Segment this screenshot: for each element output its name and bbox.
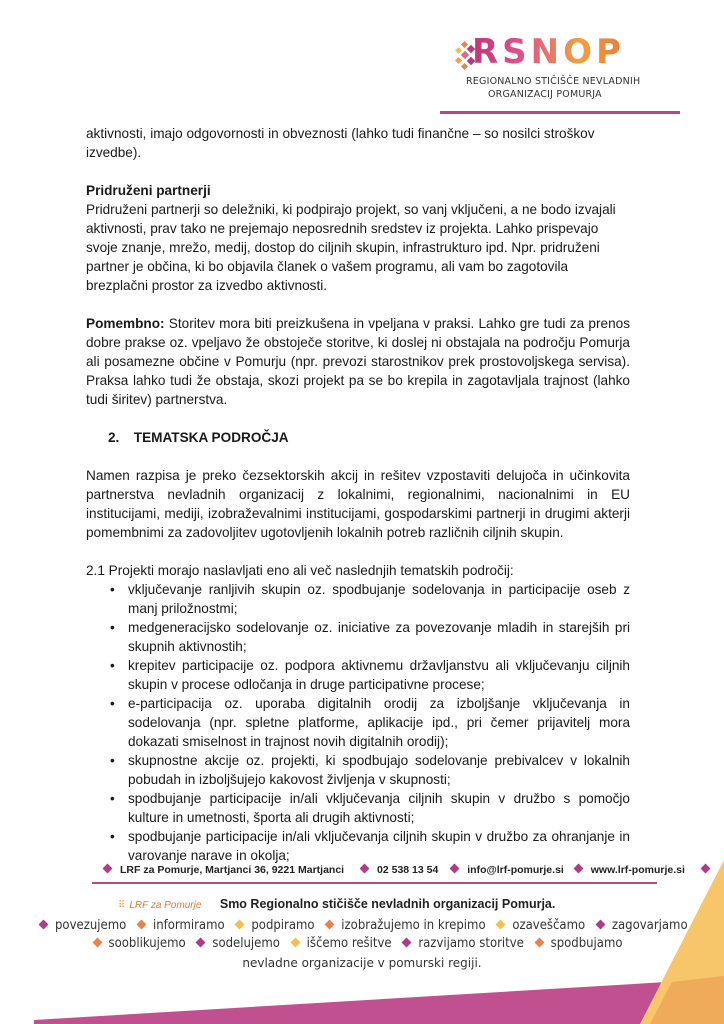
verb-item <box>40 918 126 933</box>
logo-subtitle-line2: ORGANIZACIJ POMURJA <box>488 89 602 100</box>
thematic-areas-list <box>86 580 630 865</box>
list-item-text: medgeneracijsko sodelovanje oz. iniciative za povezovanje mladih in starejših pri skupnih aktivnostih; <box>128 620 630 654</box>
diamond-icon <box>39 920 49 930</box>
verb-label: sodelujemo <box>212 936 280 951</box>
diamond-icon <box>360 864 370 874</box>
verb-item <box>197 936 280 951</box>
list-item <box>86 656 630 694</box>
verb-item <box>94 936 186 951</box>
contact-website[interactable]: www.lrf-pomurje.si <box>590 864 685 876</box>
verb-label: spodbujamo <box>550 936 623 951</box>
list-item <box>86 694 630 751</box>
associated-partners-text: Pridruženi partnerji so deležniki, ki podpirajo projekt, so vanj vključeni, a ne bodo izvajali aktivnosti, prav tako ne prejemajo neposrednih sredstev iz projekta. Lahko prispevajo svoje znanje, mrežo, medij, dostop do ciljnih skupin, infrastrukturo ipd. Npr. pridruženi partner je občina, ki bo objavila članek o vašem programu, ali vam bo zagotovila brezplačni prostor za izvedbo aktivnosti. <box>86 202 616 293</box>
diamond-icon <box>290 938 300 948</box>
contact-email[interactable]: info@lrf-pomurje.si <box>467 864 564 876</box>
contact-address: LRF za Pomurje, Martjanci 36, 9221 Martjanci <box>120 864 345 876</box>
verb-item <box>597 918 688 933</box>
contact-phone[interactable]: 02 538 13 54 <box>377 864 439 876</box>
list-item <box>86 789 630 827</box>
verbs-row-1 <box>40 918 688 933</box>
verb-item <box>536 936 623 951</box>
diamond-icon <box>402 938 412 948</box>
section-number: 2. <box>108 430 120 445</box>
diamond-icon <box>496 920 506 930</box>
verb-label: podpiramo <box>251 918 315 933</box>
list-item <box>86 751 630 789</box>
purpose-paragraph: Namen razpisa je preko čezsektorskih akcij in rešitev vzpostaviti delujoča in učinkovita partnerstva nevladnih organizacij z lokalnimi, regionalnimi, nacionalnimi in EU institucijami, mediji, izobraževalnimi institucijami, gospodarskimi partnerji in drugimi akterji pomembnimi za zadovoljitev ugotovljenih lokalnih potreb različnih ciljnih skupin. <box>86 468 630 540</box>
section-heading <box>86 428 630 447</box>
list-item <box>86 618 630 656</box>
closing-line: nevladne organizacije v pomurski regiji. <box>242 956 482 970</box>
list-item-text: spodbujanje participacije in/ali vključevanja ciljnih skupin v družbo s pomočjo kulture in umetnosti, športa ali drugih aktivnosti; <box>128 791 630 825</box>
diamond-icon <box>573 864 583 874</box>
bullet-icon: • <box>110 791 115 806</box>
diamond-icon <box>450 864 460 874</box>
verb-label: povezujemo <box>55 918 127 933</box>
bullet-icon: • <box>110 829 115 844</box>
tagline-row <box>118 895 555 913</box>
lrf-grid-icon: ⠿ <box>118 900 126 911</box>
verb-item <box>403 936 524 951</box>
diamond-icon <box>235 920 245 930</box>
diamond-icon <box>103 864 113 874</box>
document-body <box>86 124 630 865</box>
footer-divider <box>92 882 657 884</box>
bullet-icon: • <box>110 753 115 768</box>
verb-label: razvijamo storitve <box>418 936 524 951</box>
header-divider <box>440 111 680 114</box>
verb-label: sooblikujemo <box>108 936 186 951</box>
list-item-text: e-participacija oz. uporaba digitalnih orodij za izboljšanje vključevanja in sodelovanja (npr. spletne platforme, aplikacije ipd., pri čemer prijavitelj mora dokazati smiselnost in trajnost novih digitalnih orodij); <box>128 696 630 749</box>
list-item <box>86 580 630 618</box>
associated-partners-heading: Pridruženi partnerji <box>86 183 211 198</box>
diamond-icon <box>92 938 102 948</box>
list-item-text: skupnostne akcije oz. projekti, ki spodbujajo sodelovanje prebivalcev v lokalnih pobudah in izboljšujejo kakovost življenja v skupnosti; <box>128 753 630 787</box>
lrf-mini-logo-text: LRF za Pomurje <box>129 900 202 911</box>
verbs-row-2 <box>40 936 684 951</box>
intro-paragraph: aktivnosti, imajo odgovornosti in obveznosti (lahko tudi finančne – so nosilci stroškov izvedbe). <box>86 126 595 160</box>
subsection-heading: 2.1 Projekti morajo naslavljati eno ali več naslednjih tematskih področij: <box>86 563 514 578</box>
verb-item <box>326 918 485 933</box>
verb-item <box>138 918 225 933</box>
verb-item <box>236 918 314 933</box>
verb-item <box>497 918 585 933</box>
verb-label: iščemo rešitve <box>306 936 392 951</box>
lrf-mini-logo <box>118 900 201 911</box>
bullet-icon: • <box>110 658 115 673</box>
pink-wedge <box>34 980 700 1024</box>
verb-label: zagovarjamo <box>611 918 688 933</box>
tagline: Smo Regionalno stičišče nevladnih organizacij Pomurja. <box>219 897 556 911</box>
bullet-icon: • <box>110 620 115 635</box>
diamond-icon <box>196 938 206 948</box>
verb-label: izobražujemo in krepimo <box>341 918 486 933</box>
verb-item <box>292 936 392 951</box>
rsnop-logo <box>452 32 682 102</box>
diamond-icon <box>534 938 544 948</box>
diamond-icon <box>325 920 335 930</box>
bullet-icon: • <box>110 696 115 711</box>
bullet-icon: • <box>110 582 115 597</box>
contact-row <box>100 864 685 876</box>
verb-label: ozaveščamo <box>512 918 586 933</box>
logo-subtitle-line1: REGIONALNO STIČIŠČE NEVLADNIH <box>466 76 641 87</box>
list-item-text: krepitev participacije oz. podpora aktivnemu državljanstvu ali vključevanju ciljnih skupin v procese odločanja in druge participativne procese; <box>128 658 630 692</box>
section-title: TEMATSKA PODROČJA <box>133 430 289 445</box>
list-item-text: vključevanje ranljivih skupin oz. spodbujanje sodelovanja in participacije oseb z manj priložnostmi; <box>128 582 630 616</box>
diamond-icon <box>137 920 147 930</box>
important-text: Storitev mora biti preizkušena in vpeljana v praksi. Lahko gre tudi za prenos dobre prakse oz. vpeljavo že obstoječe storitve, ki doslej ni obstajala na področju Pomurja ali posamezne občine v Pomurju (npr. prevozi starostnikov prek prostovoljskega servisa). Praksa lahko tudi že obstaja, skozi projekt pa se bo krepila in zagotavljala trajnost (lahko tudi širitev) partnerstva. <box>86 316 630 407</box>
list-item-text: spodbujanje participacije in/ali vključevanja ciljnih skupin v družbo za ohranjanje in varovanje narave in okolja; <box>128 829 630 863</box>
verb-label: informiramo <box>152 918 225 933</box>
logo-wordmark: RSNOP <box>472 32 625 72</box>
diamond-icon <box>595 920 605 930</box>
important-label: Pomembno: <box>86 316 165 331</box>
important-paragraph <box>86 314 630 409</box>
